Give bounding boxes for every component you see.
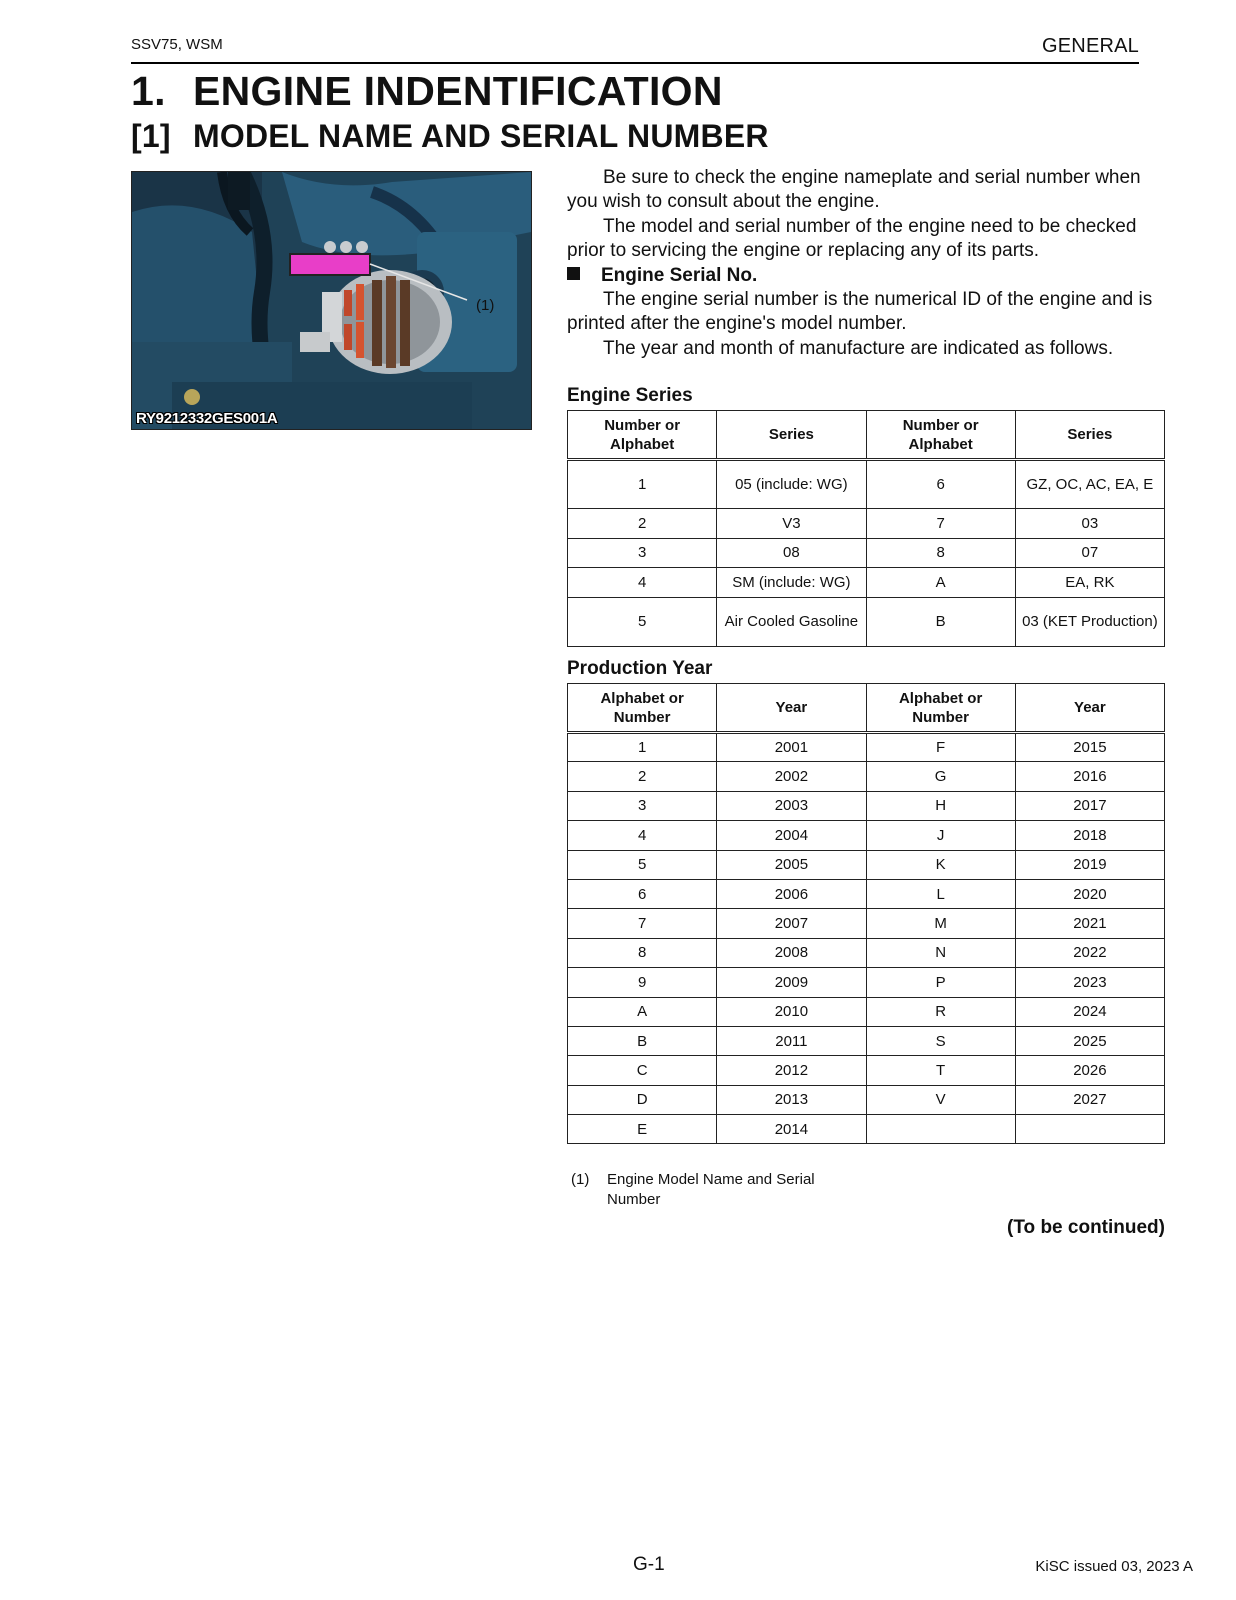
table-cell: 2013 <box>717 1085 866 1114</box>
table-row <box>568 597 1165 646</box>
section-title: ENGINE INDENTIFICATION <box>193 68 723 114</box>
serial-bullet <box>567 264 1163 288</box>
table-cell: 08 <box>717 538 866 568</box>
table-cell: G <box>866 762 1015 791</box>
table-row <box>568 538 1165 568</box>
subsection-heading <box>131 118 769 155</box>
table-cell: 2005 <box>717 850 866 879</box>
table-cell: 1 <box>568 733 717 762</box>
table-cell: V3 <box>717 509 866 539</box>
serial-bullet-label: Engine Serial No. <box>601 265 758 286</box>
table-cell: B <box>866 597 1015 646</box>
engine-photo <box>131 171 532 430</box>
table-cell: 2017 <box>1015 791 1164 820</box>
table-cell: K <box>866 850 1015 879</box>
header-cell: Number or Alphabet <box>568 411 717 460</box>
figure-legend <box>571 1170 867 1210</box>
header-cell: Year <box>717 684 866 733</box>
table-cell: 2021 <box>1015 909 1164 938</box>
legend-number: (1) <box>571 1171 590 1188</box>
table-cell: 2025 <box>1015 1026 1164 1055</box>
header-cell: Series <box>717 411 866 460</box>
table-cell: 2002 <box>717 762 866 791</box>
header-chapter: GENERAL <box>1042 35 1139 57</box>
photo-callout: (1) <box>476 297 495 314</box>
legend-text: Engine Model Name and Serial Number <box>607 1171 815 1208</box>
engine-series-title: Engine Series <box>567 385 693 406</box>
table-cell: 2010 <box>717 997 866 1026</box>
table-cell: 7 <box>866 509 1015 539</box>
table-row <box>568 791 1165 820</box>
table-row <box>568 460 1165 509</box>
table-cell: 2003 <box>717 791 866 820</box>
table-row <box>568 821 1165 850</box>
table-row <box>568 879 1165 908</box>
subsection-title: MODEL NAME AND SERIAL NUMBER <box>193 118 769 154</box>
table-row <box>568 1085 1165 1114</box>
table-cell: 2023 <box>1015 968 1164 997</box>
table-cell: A <box>866 568 1015 598</box>
table-cell: 2019 <box>1015 850 1164 879</box>
serial-paragraph-2: The year and month of manufacture are indicated as follows. <box>603 338 1114 359</box>
table-cell: 6 <box>866 460 1015 509</box>
table-row <box>568 938 1165 967</box>
intro-paragraph-1: Be sure to check the engine nameplate and serial number when you wish to consult about the engine. <box>567 167 1141 213</box>
table-cell: SM (include: WG) <box>717 568 866 598</box>
intro-paragraph-2: The model and serial number of the engine need to be checked prior to servicing the engine or replacing any of its parts. <box>567 216 1137 262</box>
engine-illustration <box>132 172 531 429</box>
table-cell: D <box>568 1085 717 1114</box>
table-cell: T <box>866 1056 1015 1085</box>
table-row <box>568 762 1165 791</box>
table-cell: S <box>866 1026 1015 1055</box>
header-document-id: SSV75, WSM <box>131 36 223 53</box>
table-cell: P <box>866 968 1015 997</box>
table-row <box>568 1056 1165 1085</box>
table-cell: 2022 <box>1015 938 1164 967</box>
table-cell: 4 <box>568 821 717 850</box>
table-cell: 8 <box>568 938 717 967</box>
issue-note: KiSC issued 03, 2023 A <box>1035 1558 1193 1575</box>
table-cell: R <box>866 997 1015 1026</box>
production-year-body <box>568 733 1165 1144</box>
table-cell: 2012 <box>717 1056 866 1085</box>
table-row <box>568 997 1165 1026</box>
table-cell: 2001 <box>717 733 866 762</box>
header-cell: Year <box>1015 684 1164 733</box>
table-cell: L <box>866 879 1015 908</box>
table-row <box>568 1115 1165 1144</box>
table-cell: 5 <box>568 597 717 646</box>
table-cell: 2007 <box>717 909 866 938</box>
section-heading <box>131 68 723 115</box>
table-cell: 2027 <box>1015 1085 1164 1114</box>
table-row <box>568 568 1165 598</box>
table-cell: A <box>568 997 717 1026</box>
table-cell: E <box>568 1115 717 1144</box>
table-cell: 07 <box>1015 538 1164 568</box>
table-header-row <box>568 684 1165 733</box>
square-bullet-icon <box>567 267 580 280</box>
table-cell: 2011 <box>717 1026 866 1055</box>
section-number: 1. <box>131 68 166 114</box>
table-cell: 2 <box>568 762 717 791</box>
header-cell: Series <box>1015 411 1164 460</box>
table-cell: 7 <box>568 909 717 938</box>
table-cell: C <box>568 1056 717 1085</box>
table-cell: 1 <box>568 460 717 509</box>
table-cell: 2008 <box>717 938 866 967</box>
header-cell: Alphabet or Number <box>568 684 717 733</box>
table-cell: J <box>866 821 1015 850</box>
table-cell: EA, RK <box>1015 568 1164 598</box>
table-cell: 2015 <box>1015 733 1164 762</box>
table-cell: 4 <box>568 568 717 598</box>
table-cell <box>866 1115 1015 1144</box>
page-number: G-1 <box>633 1554 665 1575</box>
table-row <box>568 909 1165 938</box>
serial-paragraph-1: The engine serial number is the numerical ID of the engine and is printed after the engine's model number. <box>567 289 1153 335</box>
continued-note: (To be continued) <box>1007 1217 1165 1238</box>
table-header-row <box>568 411 1165 460</box>
table-row <box>568 1026 1165 1055</box>
table-cell: 2020 <box>1015 879 1164 908</box>
table-cell: H <box>866 791 1015 820</box>
table-cell: Air Cooled Gasoline <box>717 597 866 646</box>
table-cell: 8 <box>866 538 1015 568</box>
table-row <box>568 509 1165 539</box>
table-cell: 03 (KET Production) <box>1015 597 1164 646</box>
table-row <box>568 968 1165 997</box>
table-cell: 2018 <box>1015 821 1164 850</box>
table-cell: 9 <box>568 968 717 997</box>
table-cell <box>1015 1115 1164 1144</box>
table-cell: 03 <box>1015 509 1164 539</box>
table-cell: V <box>866 1085 1015 1114</box>
table-cell: 3 <box>568 791 717 820</box>
table-cell: 3 <box>568 538 717 568</box>
table-cell: 2009 <box>717 968 866 997</box>
production-year-title: Production Year <box>567 658 713 679</box>
table-cell: M <box>866 909 1015 938</box>
table-cell: N <box>866 938 1015 967</box>
table-row <box>568 733 1165 762</box>
production-year-table <box>567 683 1165 1144</box>
table-cell: 2 <box>568 509 717 539</box>
table-cell: F <box>866 733 1015 762</box>
table-cell: 2004 <box>717 821 866 850</box>
header-cell: Number or Alphabet <box>866 411 1015 460</box>
table-cell: GZ, OC, AC, EA, E <box>1015 460 1164 509</box>
subsection-number: [1] <box>131 118 171 154</box>
table-cell: 2024 <box>1015 997 1164 1026</box>
table-cell: 05 (include: WG) <box>717 460 866 509</box>
table-cell: 5 <box>568 850 717 879</box>
table-cell: 2016 <box>1015 762 1164 791</box>
table-row <box>568 850 1165 879</box>
engine-series-table <box>567 410 1165 647</box>
table-cell: 2006 <box>717 879 866 908</box>
table-cell: 2014 <box>717 1115 866 1144</box>
header-rule <box>131 62 1139 64</box>
header-cell: Alphabet or Number <box>866 684 1015 733</box>
table-cell: B <box>568 1026 717 1055</box>
table-cell: 6 <box>568 879 717 908</box>
table-cell: 2026 <box>1015 1056 1164 1085</box>
photo-caption: RY9212332GES001A <box>136 410 278 427</box>
